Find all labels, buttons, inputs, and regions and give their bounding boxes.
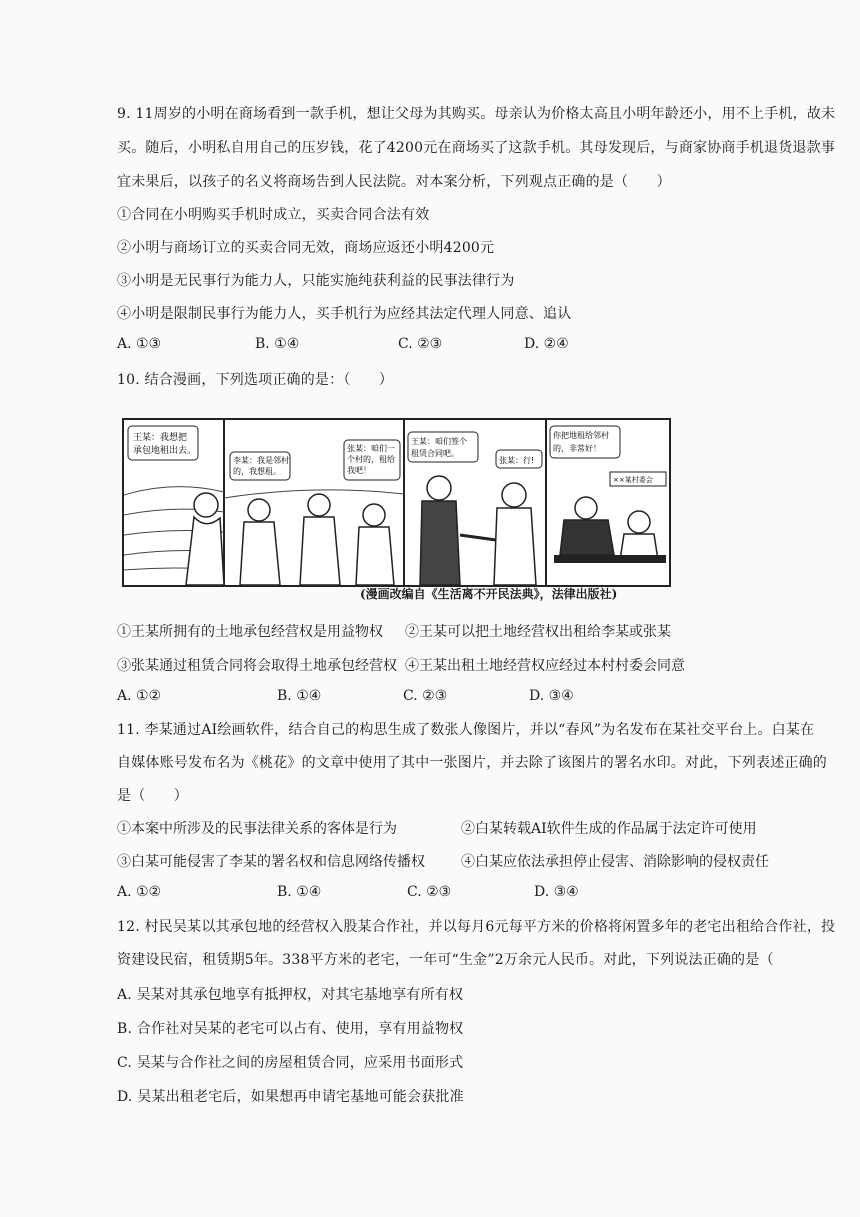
q9-option-b: B. ①④ [255, 336, 300, 352]
q11-stem-line-2: 自媒体账号发布名为《桃花》的文章中使用了其中一张图片，并去除了该图片的署名水印。对此，下列表述正确的 [117, 755, 827, 771]
q12-stem-line-1: 12. 村民吴某以其承包地的经营权入股某合作社，并以每月6元每平方米的价格将闲置多年的老宅出租给合作社，投 [117, 919, 836, 935]
panel4-sign: ××某村委会 [613, 476, 653, 484]
q10-statement-4: ④王某出租土地经营权应经过本村村委会同意 [405, 658, 685, 674]
q11-option-b: B. ①④ [277, 884, 322, 900]
q10-option-b: B. ①④ [277, 688, 322, 704]
panel2-right-line2: 个村的，租给 [347, 455, 395, 464]
q12-choice-c: C. 吴某与合作社之间的房屋租赁合同，应采用书面形式 [117, 1055, 464, 1071]
q10-statement-1: ①王某所拥有的土地承包经营权是用益物权 [117, 624, 383, 640]
panel4-bubble-line1: 你把地租给邻村 [553, 431, 609, 440]
q11-statement-4: ④白某应依法承担停止侵害、消除影响的侵权责任 [461, 854, 769, 870]
comic-strip [122, 418, 671, 587]
panel2-right-line3: 我吧！ [347, 466, 371, 475]
panel3-left-line2: 租赁合同吧。 [411, 449, 459, 458]
panel4-bubble-line2: 的，非常好！ [553, 444, 601, 453]
panel2-right-line1: 张某：咱们一 [347, 444, 395, 453]
panel2-left-line1: 李某：我是邻村 [233, 456, 289, 465]
q11-option-c: C. ②③ [407, 884, 452, 900]
panel3-right-bubble: 张某：行! [499, 456, 535, 465]
panel3-left-line1: 王某：咱们签个 [411, 437, 467, 446]
q10-statement-2: ②王某可以把土地经营权出租给李某或张某 [405, 624, 671, 640]
q9-stem-line-2: 买。随后，小明私自用自己的压岁钱，花了4200元在商场买了这款手机。其母发现后，与商家协商手机退货退款事 [117, 140, 836, 156]
q11-stem-line-3: 是（ ） [117, 788, 188, 804]
q9-stem-line-1: 9. 11周岁的小明在商场看到一款手机，想让父母为其购买。母亲认为价格太高且小明年龄还小，用不上手机，故未 [117, 106, 836, 122]
q11-statement-1: ①本案中所涉及的民事法律关系的客体是行为 [117, 821, 397, 837]
q9-statement-2: ②小明与商场订立的买卖合同无效，商场应返还小明4200元 [117, 240, 495, 256]
q12-choice-d: D. 吴某出租老宅后，如果想再申请宅基地可能会获批准 [117, 1089, 464, 1105]
q9-option-a: A. ①③ [117, 336, 162, 352]
q9-statement-3: ③小明是无民事行为能力人，只能实施纯获利益的民事法律行为 [117, 273, 515, 289]
q10-stem: 10. 结合漫画，下列选项正确的是：（ ） [117, 372, 394, 388]
comic-caption: (漫画改编自《生活离不开民法典》，法律出版社) [360, 587, 618, 601]
q12-choice-a: A. 吴某对其承包地享有抵押权，对其宅基地享有所有权 [117, 987, 464, 1003]
q11-option-a: A. ①② [117, 884, 162, 900]
q10-statement-3: ③张某通过租赁合同将会取得土地承包经营权 [117, 658, 397, 674]
comic-illustration [124, 420, 669, 585]
q10-option-a: A. ①② [117, 688, 162, 704]
panel2-left-line2: 的，我想租。 [233, 467, 281, 476]
q9-statement-1: ①合同在小明购买手机时成立，买卖合同合法有效 [117, 207, 430, 223]
q10-option-c: C. ②③ [403, 688, 448, 704]
q11-stem-line-1: 11. 李某通过AI绘画软件，结合自己的构思生成了数张人像图片，并以“春风”为名发布在某社交平台上。白某在 [117, 722, 815, 738]
q11-option-d: D. ③④ [534, 884, 579, 900]
q12-stem-line-2: 资建设民宿，租赁期5年。338平方米的老宅，一年可“生金”2万余元人民币。对此，下列说法正确的是（ [117, 952, 774, 968]
panel1-bubble-line2: 承包地租出去。 [133, 446, 197, 456]
panel1-bubble-line1: 王某：我想把 [133, 433, 188, 443]
q9-option-d: D. ②④ [524, 336, 569, 352]
q11-statement-2: ②白某转载AI软件生成的作品属于法定许可使用 [461, 821, 757, 837]
q9-option-c: C. ②③ [398, 336, 443, 352]
q11-statement-3: ③白某可能侵害了李某的署名权和信息网络传播权 [117, 854, 425, 870]
q9-statement-4: ④小明是限制民事行为能力人，买手机行为应经其法定代理人同意、追认 [117, 306, 572, 322]
q10-option-d: D. ③④ [529, 688, 574, 704]
q12-choice-b: B. 合作社对吴某的老宅可以占有、使用，享有用益物权 [117, 1021, 464, 1037]
q9-stem-line-3: 宜未果后，以孩子的名义将商场告到人民法院。对本案分析，下列观点正确的是（ ） [117, 174, 671, 190]
